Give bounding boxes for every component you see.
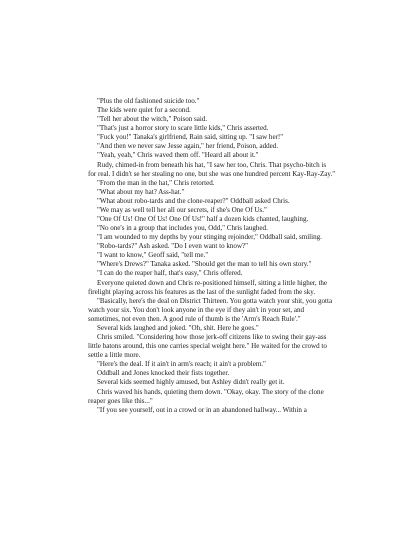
paragraph: "If you see yourself, out in a crowd or in an abandoned hallway... Within a	[97, 405, 307, 414]
paragraph: "We may as well tell her all our secrets, if she's One Of Us."	[97, 205, 267, 214]
paragraph: Several kids laughed and joked. "Oh, shit. Here he goes."	[97, 323, 259, 332]
paragraph: "From the man in the hat," Chris retorted.	[97, 178, 215, 187]
paragraph: "Plus the old fashioned suicide too."	[97, 97, 200, 105]
paragraph: "And then we never saw Jesse again," her friend, Poison, added.	[97, 142, 279, 151]
paragraph: Several kids seemed highly amused, but Ashley didn't really get it.	[97, 378, 285, 387]
paragraph: "I can do the reaper half, that's easy," Chris offered.	[97, 269, 243, 278]
paragraph: Chris smiled. "Considering how those jerk-off citizens like to swing their gay-ass little batons around, this one carries special weight here." He waited for the crowd to settle a little more.	[88, 333, 327, 360]
paragraph: Everyone quieted down and Chris re-positioned himself, sitting a little higher, the firelight playing across his features as the last of the sunlight faded from the sky.	[88, 278, 328, 296]
paragraph: "Where's Drews?" Tanaka asked. "Should get the man to tell his own story."	[97, 260, 312, 269]
paragraph: "No one's in a group that includes you, Odd," Chris laughed.	[97, 224, 268, 233]
paragraph: The kids were quiet for a second.	[97, 106, 191, 115]
paragraph: "One Of Us! One Of Us! One Of Us!" half a dozen kids chanted, laughing.	[97, 215, 309, 224]
paragraph: Chris waved his hands, quieting them down. "Okay, okay. The story of the clone reaper goes like this..."	[88, 387, 324, 405]
paragraph: "What about robo-tards and the clone-reaper?" Oddball asked Chris.	[97, 196, 290, 205]
paragraph: "That's just a horror story to scare little kids," Chris asserted.	[97, 124, 269, 133]
paragraph: Oddball and Jones knocked their fists together.	[97, 369, 230, 378]
paragraph: "Basically, here's the deal on District Thirteen. You gotta watch your shit, you gotta watch your six. You don't look anyone in the eye if they ain't in your set, and sometimes, not even then. A good rule of thumb is the 'Arm's Reach Rule'."	[88, 296, 333, 323]
paragraph: "Yeah, yeah," Chris waved them off. "Heard all about it."	[97, 151, 259, 160]
paragraph: "I am wounded to my depths by your stinging rejoinder," Oddball said, smiling.	[97, 233, 322, 242]
paragraph: Rudy, chimed-in from beneath his hat, "I saw her too, Chris. That psycho-bitch is for real. I didn't se her stealing no one, but she was one hundred percent Kay-Ray-Zay."	[88, 160, 336, 178]
paragraph: "Here's the deal. If it ain't in arm's reach; it ain't a problem."	[97, 360, 266, 369]
paragraph: "I want to know," Geoff said, "tell me."	[97, 251, 209, 260]
paragraph: "Tell her about the witch," Poison said.	[97, 115, 208, 124]
paragraph: "What about my hat? Ass-hat."	[97, 187, 185, 196]
paragraph: "Fuck you!" Tanaka's girlfriend, Rain said, sitting up. "I saw her!"	[97, 133, 284, 142]
story-text	[88, 97, 336, 415]
paragraph: "Robo-tards?" Ash asked. "Do I even want to know?"	[97, 242, 249, 251]
